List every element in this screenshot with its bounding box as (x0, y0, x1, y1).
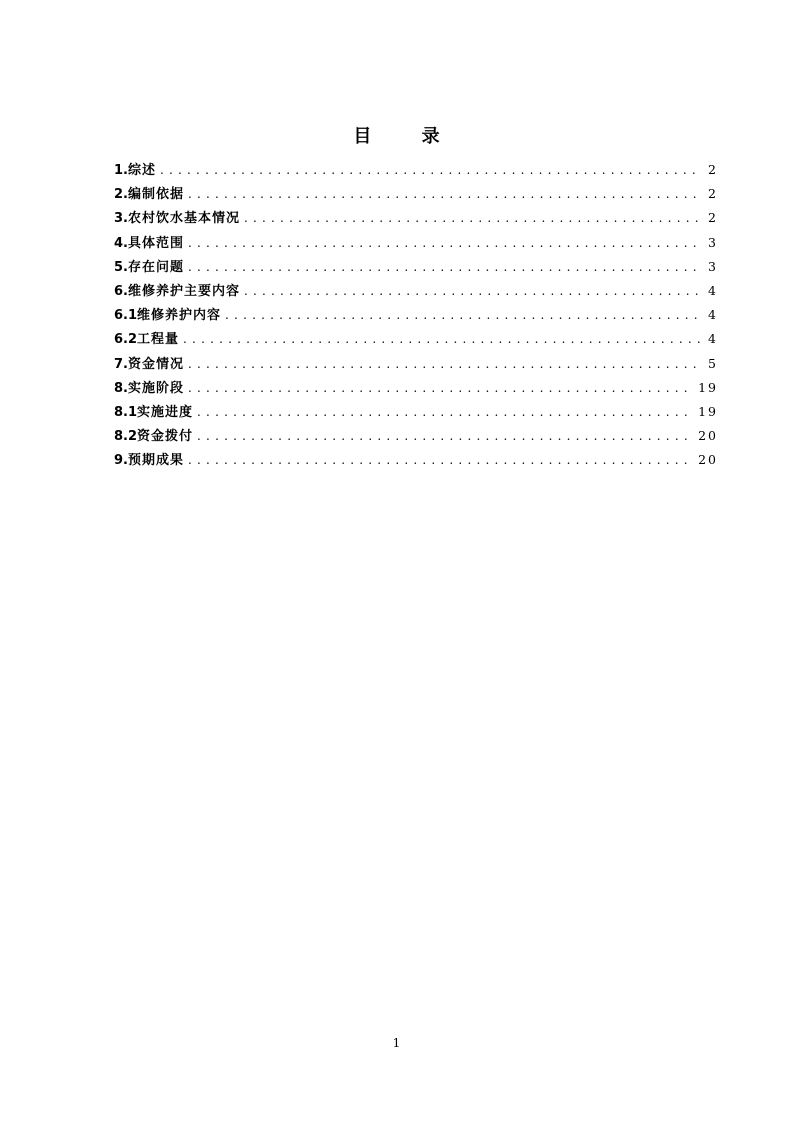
toc-entry-page: 5 (708, 355, 718, 371)
toc-entry-label: 维修养护内容 (137, 308, 222, 324)
toc-entry-number: 6. (114, 283, 128, 299)
toc-title: 目 录 (353, 126, 462, 147)
toc-dot-leader (183, 327, 702, 351)
toc-entry-page: 3 (708, 258, 718, 274)
toc-entry-label: 编制依据 (127, 187, 184, 203)
toc-entry-page: 2 (708, 210, 718, 226)
toc-dot-leader (197, 400, 692, 424)
toc-entry-1[interactable] (114, 158, 718, 182)
toc-entry-number: 8.2 (114, 429, 138, 445)
toc-entry-4[interactable] (114, 231, 718, 255)
toc-entry-label: 综述 (127, 163, 156, 178)
toc-entry-number: 5. (114, 259, 128, 275)
toc-entry-label: 实施阶段 (127, 380, 184, 396)
toc-entry-label: 存在问题 (127, 259, 184, 275)
toc-entry-number: 8. (114, 380, 128, 396)
toc-entry-7[interactable] (114, 352, 718, 376)
toc-entry-label: 资金拨付 (137, 429, 194, 445)
toc-entry-label: 实施进度 (137, 404, 194, 420)
toc-entry-number: 8.1 (114, 404, 138, 420)
toc-entry-label: 预期成果 (127, 453, 184, 469)
toc-dot-leader (188, 352, 702, 376)
toc-entry-2[interactable] (114, 182, 718, 206)
toc-entry-label: 资金情况 (127, 356, 184, 372)
toc-entry-number: 4. (114, 235, 128, 251)
toc-dot-leader (225, 303, 702, 327)
toc-entry-label: 工程量 (137, 332, 180, 348)
toc-entry-8[interactable] (114, 376, 718, 400)
toc-entry-9[interactable] (114, 448, 718, 472)
toc-dot-leader (188, 255, 702, 279)
toc-dot-leader (188, 448, 692, 472)
toc-entry-number: 2. (114, 187, 128, 203)
toc-entry-page: 2 (708, 162, 718, 177)
toc-dot-leader (188, 182, 702, 206)
toc-dot-leader (244, 279, 702, 303)
toc-entry-page: 4 (708, 331, 718, 347)
toc-entry-number: 1. (114, 163, 128, 178)
toc-dot-leader (188, 376, 692, 400)
toc-dot-leader (197, 424, 692, 448)
page-number: 1 (392, 1036, 401, 1050)
toc-entry-3[interactable] (114, 206, 718, 230)
toc-dot-leader (244, 206, 702, 230)
toc-entry-number: 6.1 (114, 308, 138, 324)
toc-entry-page: 19 (698, 379, 718, 395)
toc-entry-page: 4 (708, 282, 718, 298)
toc-entry-5[interactable] (114, 255, 718, 279)
toc-entry-page: 20 (698, 452, 718, 468)
toc-entry-number: 9. (114, 453, 128, 469)
toc-entry-number: 7. (114, 356, 128, 372)
toc-entry-page: 2 (708, 186, 718, 202)
toc-dot-leader (188, 231, 702, 255)
toc-entry-label: 农村饮水基本情况 (127, 211, 240, 227)
toc-list (114, 158, 718, 472)
toc-entry-number: 3. (114, 211, 128, 227)
toc-entry-number: 6.2 (114, 332, 138, 348)
toc-entry-8-2[interactable] (114, 424, 718, 448)
toc-entry-page: 20 (698, 428, 718, 444)
toc-entry-page: 4 (708, 307, 718, 323)
toc-entry-label: 维修养护主要内容 (127, 283, 240, 299)
toc-entry-8-1[interactable] (114, 400, 718, 424)
toc-dot-leader (160, 158, 702, 182)
toc-entry-6-2[interactable] (114, 327, 718, 351)
toc-entry-page: 19 (698, 403, 718, 419)
toc-entry-page: 3 (708, 234, 718, 250)
toc-entry-6-1[interactable] (114, 303, 718, 327)
toc-entry-label: 具体范围 (127, 235, 184, 251)
toc-entry-6[interactable] (114, 279, 718, 303)
